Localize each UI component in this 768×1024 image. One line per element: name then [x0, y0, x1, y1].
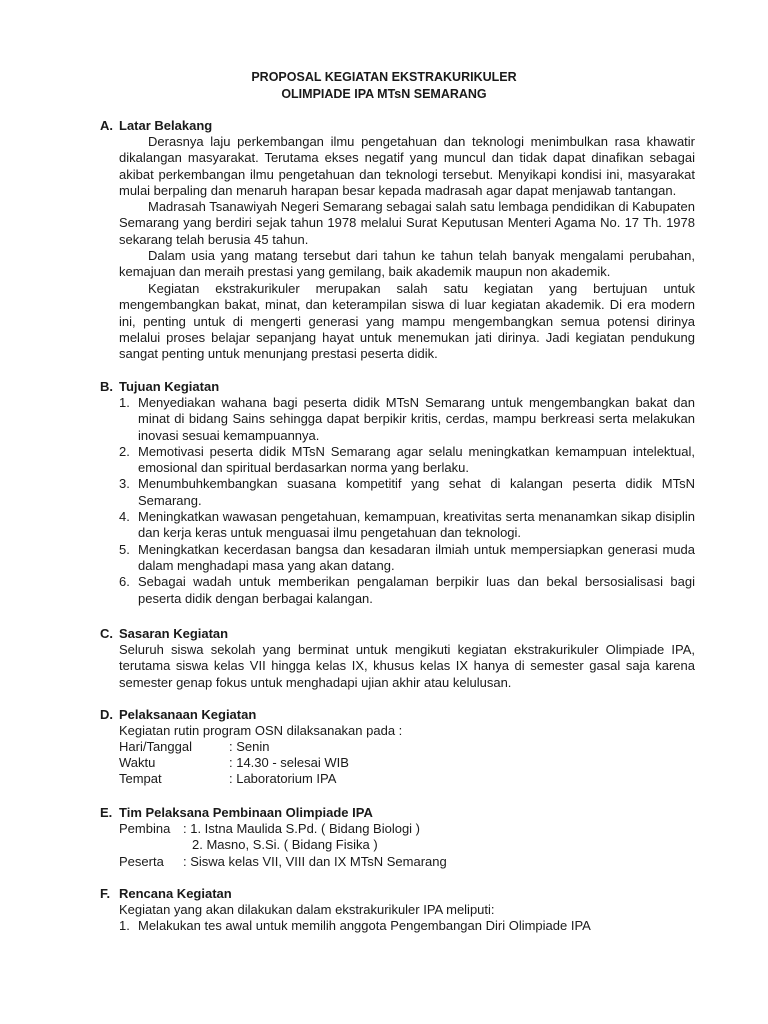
peserta-label: Peserta [119, 854, 164, 869]
schedule-row-day [119, 739, 269, 755]
document-subtitle: OLIMPIADE IPA MTsN SEMARANG [281, 87, 487, 101]
list-item [119, 444, 695, 477]
section-letter: E. [100, 805, 113, 820]
section-heading-rencana [100, 886, 232, 901]
schedule-label: Tempat [119, 771, 162, 786]
list-item [119, 476, 695, 509]
schedule-value: : Laboratorium IPA [229, 771, 337, 786]
schedule-label: Waktu [119, 755, 156, 770]
list-item [119, 542, 695, 575]
section-title: Tim Pelaksana Pembinaan Olimpiade IPA [119, 805, 373, 820]
list-number: 4. [119, 509, 130, 525]
list-item [119, 509, 695, 542]
paragraph-latar-4: Kegiatan ekstrakurikuler merupakan salah satu kegiatan yang bertujuan untuk mengembangkan bakat, minat, dan keterampilan siswa di luar kegiatan akademik. Di era modern ini, penting untuk di mengerti generasi yang mampu mengembangkan semua potensi dirinya melalui proses belajar sepanjang hayat untuk menemukan jati dirinya. Jadi kegiatan pendukung sangat penting untuk menunjang prestasi peserta didik. [119, 281, 695, 362]
list-text: Menyediakan wahana bagi peserta didik MTsN Semarang untuk mengembangkan bakat dan minat di bidang Sains sehingga dapat berpikir kritis, cerdas, mampu berkreasi serta melakukan inovasi sesuai kemampuannya. [138, 395, 695, 443]
list-text: Meningkatkan wawasan pengetahuan, kemampuan, kreativitas serta menanamkan sikap disiplin dan kerja keras untuk menguasai ilmu pengetahuan dan teknologi. [138, 509, 695, 541]
peserta-row [119, 854, 447, 870]
section-title: Rencana Kegiatan [119, 886, 232, 901]
list-number: 6. [119, 574, 130, 590]
list-text: Memotivasi peserta didik MTsN Semarang agar selalu meningkatkan kemampuan intelektual, emosional dan spiritual berdasarkan norma yang berlaku. [138, 443, 695, 476]
schedule-row-place [119, 771, 336, 787]
list-text: Meningkatkan kecerdasan bangsa dan kesadaran ilmiah untuk mempersiapkan generasi muda dalam menghadapi masa yang akan datang. [138, 541, 695, 573]
schedule-label: Hari/Tanggal [119, 739, 192, 754]
list-text: Melakukan tes awal untuk memilih anggota Pengembangan Diri Olimpiade IPA [138, 918, 591, 933]
section-heading-tim-pelaksana [100, 805, 373, 820]
rencana-list [119, 918, 695, 934]
list-item [119, 918, 695, 934]
rencana-intro: Kegiatan yang akan dilakukan dalam ekstrakurikuler IPA meliputi: [119, 902, 495, 917]
section-title: Tujuan Kegiatan [119, 379, 220, 394]
list-text: Sebagai wadah untuk memberikan pengalaman berpikir luas dan bekal bersosialisasi bagi peserta didik dengan berbagai kalangan. [138, 574, 695, 606]
schedule-value: : Senin [229, 739, 270, 754]
pembina-label: Pembina [119, 821, 171, 836]
section-heading-sasaran [100, 626, 228, 641]
pelaksanaan-intro: Kegiatan rutin program OSN dilaksanakan pada : [119, 723, 403, 738]
section-letter: F. [100, 886, 111, 901]
document-title: PROPOSAL KEGIATAN EKSTRAKURIKULER [251, 70, 517, 84]
section-heading-pelaksanaan [100, 707, 256, 722]
paragraph-latar-1: Derasnya laju perkembangan ilmu pengetahuan dan teknologi menimbulkan rasa khawatir dikalangan masyarakat. Terutama ekses negatif yang muncul dan tidak dapat dinafikan sebagai akibat perkembangan ilmu pengetahuan dan teknologi tersebut. Menyikapi kondisi ini, masyarakat mulai berpaling dan menaruh harapan besar kepada madrasah agar dapat menjawab tantangan. [119, 134, 695, 198]
section-title: Sasaran Kegiatan [119, 626, 229, 641]
list-number: 1. [119, 395, 130, 410]
section-letter: B. [100, 379, 113, 394]
list-number: 3. [119, 476, 130, 492]
list-item [119, 574, 695, 607]
paragraph-latar-2: Madrasah Tsanawiyah Negeri Semarang sebagai salah satu lembaga pendidikan di Kabupaten Semarang yang berdiri sejak tahun 1978 melalui Surat Keputusan Menteri Agama No. 17 Th. 1978 sekarang telah berusia 45 tahun. [119, 199, 695, 247]
tujuan-list [119, 395, 695, 607]
section-letter: D. [100, 707, 113, 722]
pembina-value-1: : 1. Istna Maulida S.Pd. ( Bidang Biologi ) [183, 821, 421, 836]
list-number: 2. [119, 443, 130, 459]
pembina-value-2: 2. Masno, S.Si. ( Bidang Fisika ) [192, 837, 378, 852]
paragraph-sasaran: Seluruh siswa sekolah yang berminat untuk mengikuti kegiatan ekstrakurikuler Olimpiade IPA, terutama siswa kelas VII hingga kelas IX, khusus kelas IX hanya di semester gasal saja karena semester genap fokus untuk menghadapi ujian akhir atau kelulusan. [119, 642, 695, 690]
pembina-row [119, 821, 420, 837]
section-title: Pelaksanaan Kegiatan [119, 707, 257, 722]
peserta-value: : Siswa kelas VII, VIII dan IX MTsN Semarang [183, 854, 447, 869]
paragraph-latar-3: Dalam usia yang matang tersebut dari tahun ke tahun telah banyak mengalami perubahan, kemajuan dan meraih prestasi yang gemilang, baik akademik maupun non akademik. [119, 248, 695, 280]
schedule-value: : 14.30 - selesai WIB [229, 755, 349, 770]
list-number: 5. [119, 541, 130, 557]
list-item [119, 395, 695, 444]
section-title: Latar Belakang [119, 118, 213, 133]
schedule-row-time [119, 755, 349, 771]
section-heading-latar-belakang [100, 118, 212, 133]
section-letter: A. [100, 118, 113, 133]
list-number: 1. [119, 918, 130, 933]
list-text: Menumbuhkembangkan suasana kompetitif yang sehat di kalangan peserta didik MTsN Semarang. [138, 476, 695, 508]
section-letter: C. [100, 626, 113, 641]
section-heading-tujuan [100, 379, 219, 394]
